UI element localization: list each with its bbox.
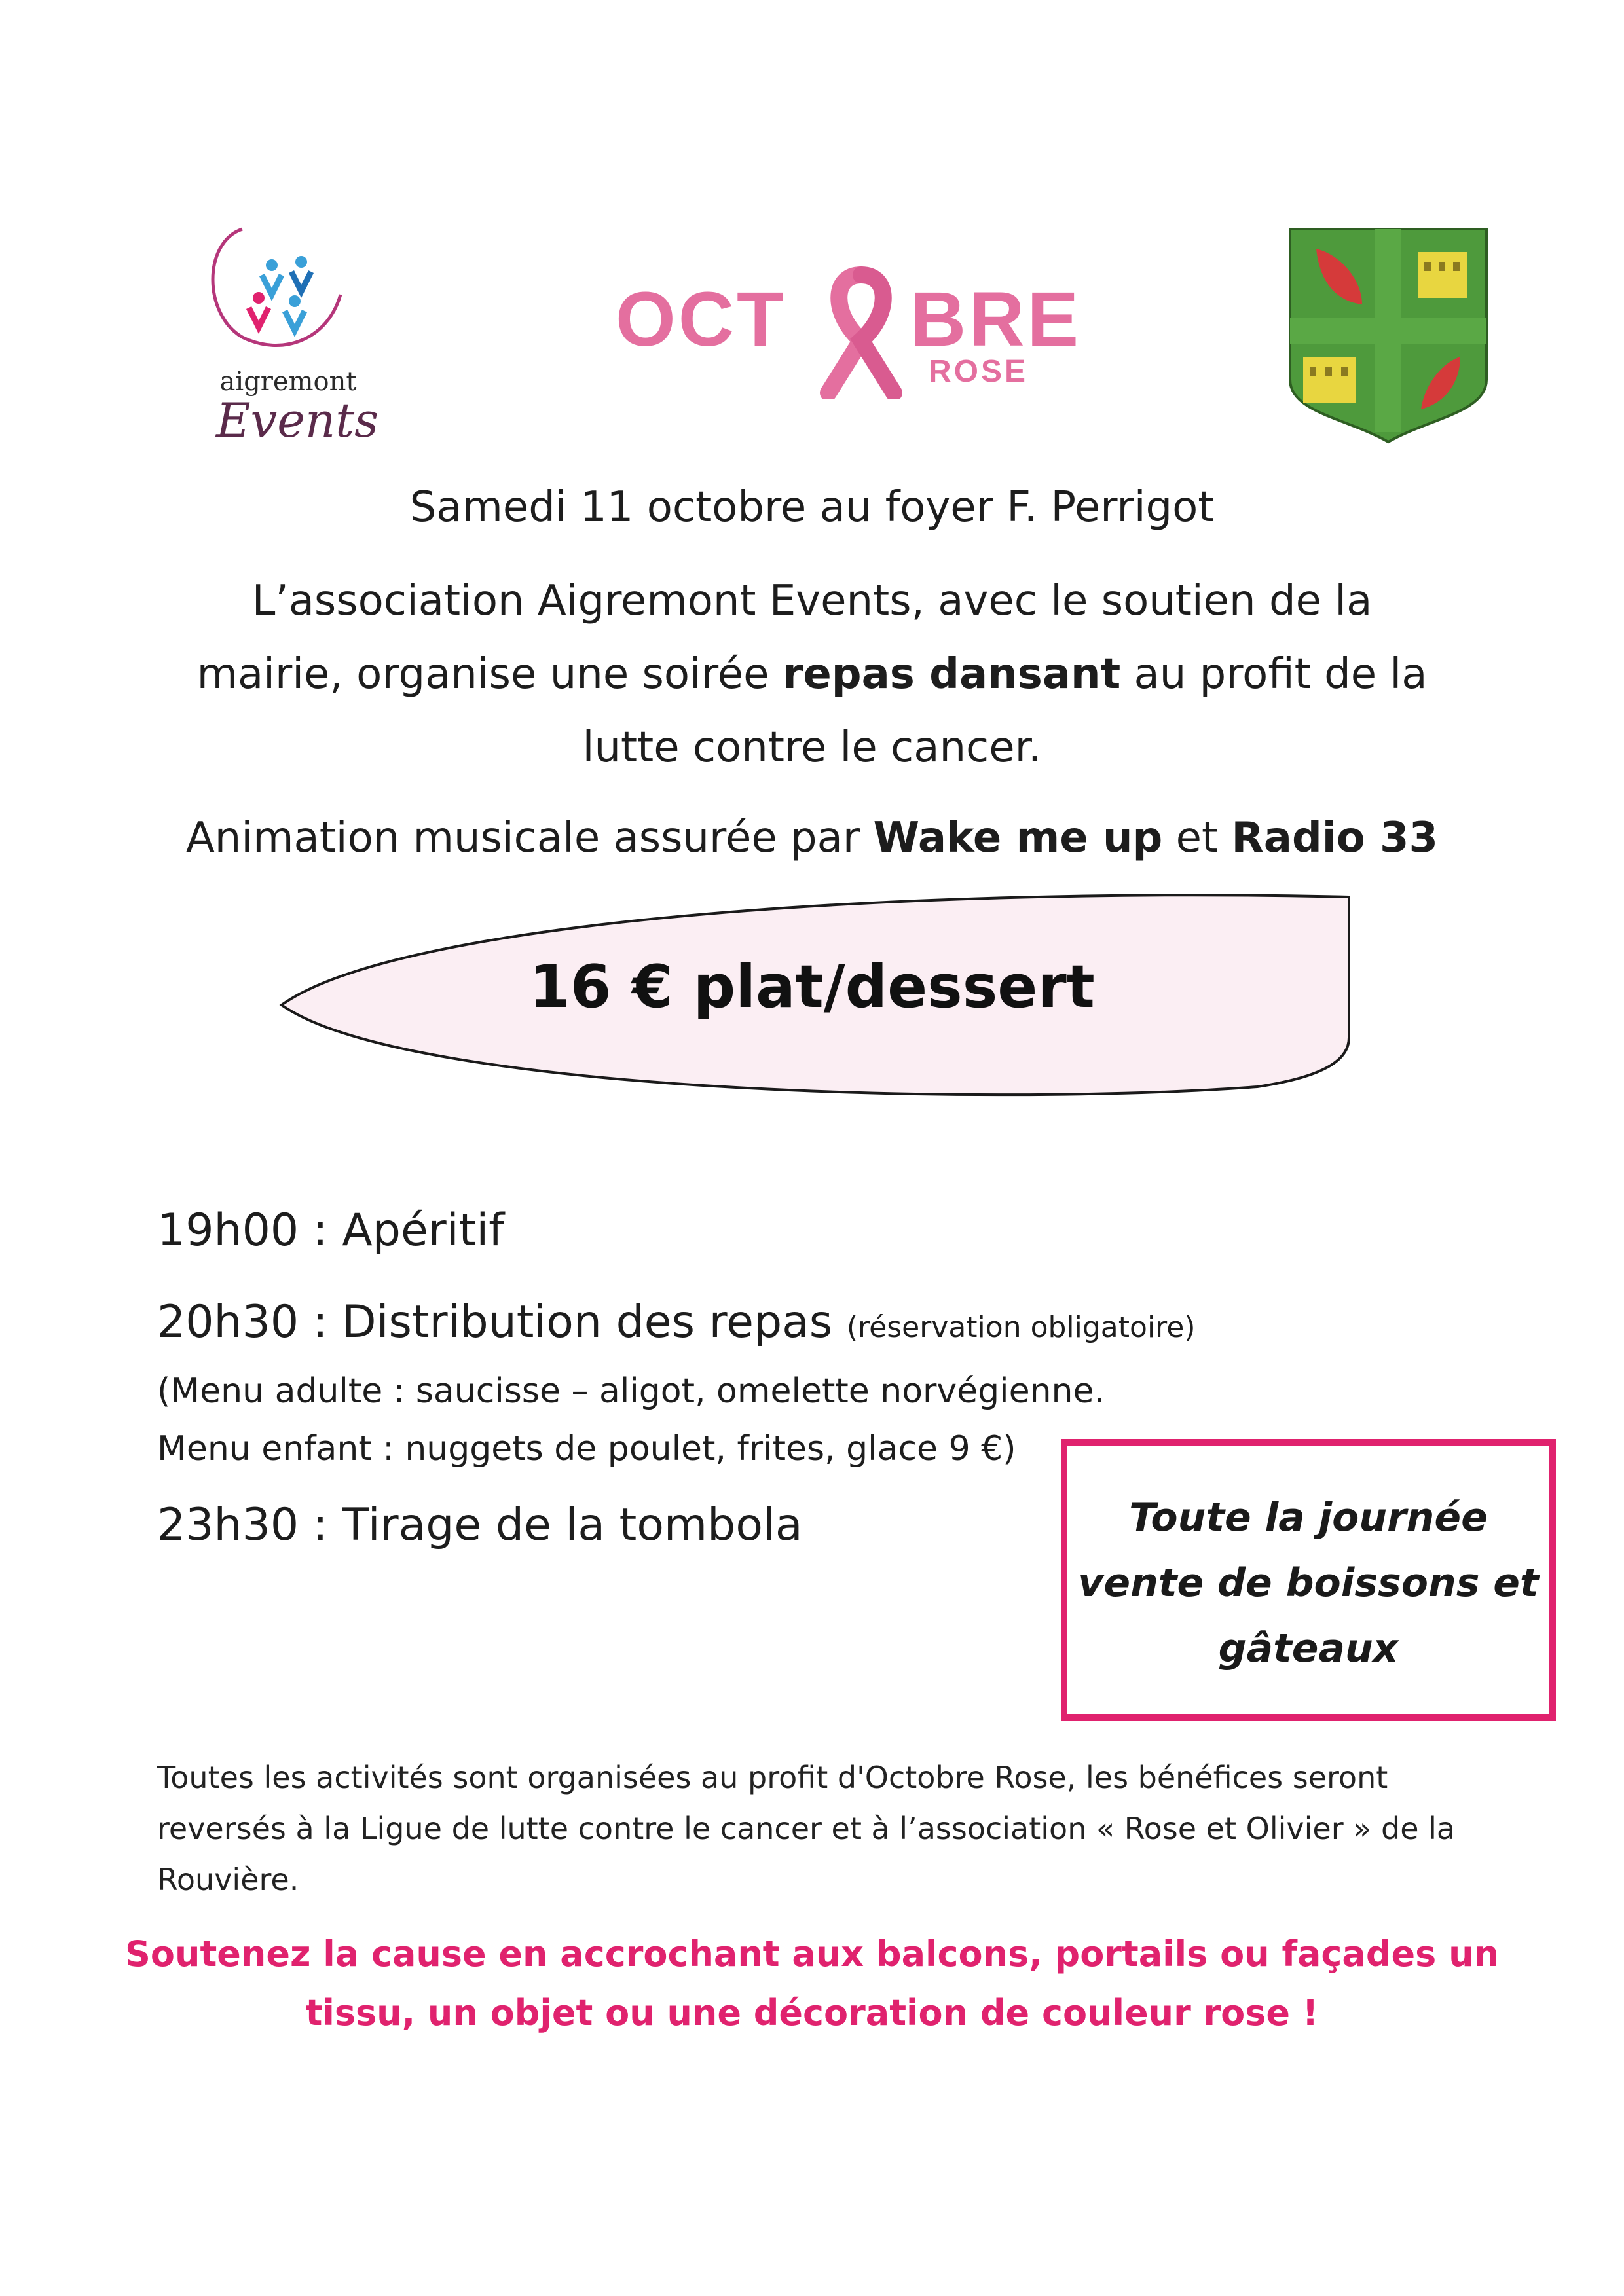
schedule-aperitif: 19h00 : Apéritif (157, 1205, 505, 1256)
events-script: Events (216, 393, 379, 448)
octobre-left: OCT (616, 276, 787, 363)
reservation-note: (réservation obligatoire) (846, 1311, 1196, 1344)
callout-line-2: tissu, un objet ou une décoration de couleur rose ! (305, 1992, 1319, 2033)
box-line-3: gâteaux (1218, 1626, 1399, 1671)
music-mid: et (1162, 814, 1232, 862)
pink-callout (0, 1925, 1624, 2043)
intro-line-2 (0, 648, 1624, 701)
date-place: Samedi 11 octobre au foyer F. Perrigot (409, 483, 1215, 532)
schedule-tombola: 23h30 : Tirage de la tombola (157, 1499, 803, 1551)
footer-line-3: Rouvière. (157, 1862, 299, 1897)
aigremont-wordmark: aigremont (219, 367, 357, 397)
menu-adulte: (Menu adulte : saucisse – aligot, omelette norvégienne. (157, 1372, 1105, 1411)
intro-line-2-pre: mairie, organise une soirée (196, 650, 783, 699)
intro-line-3: lutte contre le cancer. (582, 723, 1042, 772)
octobre-rose-logo (616, 255, 1100, 412)
footer-line-1: Toutes les activités sont organisées au profit d'Octobre Rose, les bénéfices seront (157, 1760, 1388, 1795)
music-line (0, 812, 1624, 864)
aigremont-events-logo (196, 216, 379, 471)
pink-ribbon-icon (812, 262, 910, 399)
intro-line-2-post: au profit de la (1120, 650, 1428, 699)
repas-dansant: repas dansant (782, 650, 1121, 699)
band-radio-33: Radio 33 (1231, 814, 1438, 862)
info-box (1061, 1439, 1556, 1721)
band-wake-me-up: Wake me up (873, 814, 1163, 862)
octobre-right: BRE (910, 276, 1082, 363)
octobre-rose-sub: ROSE (929, 354, 1029, 389)
callout-line-1: Soutenez la cause en accrochant aux balcons, portails ou façades un (125, 1933, 1499, 1975)
schedule-repas (157, 1296, 1196, 1348)
music-pre: Animation musicale assurée par (186, 814, 874, 862)
box-line-2: vente de boissons et (1078, 1560, 1539, 1606)
aigremont-people-icon (196, 216, 367, 367)
menu-enfant: Menu enfant : nuggets de poulet, frites, glace 9 €) (157, 1429, 1016, 1468)
footer-line-2: reversés à la Ligue de lutte contre le cancer et à l’association « Rose et Olivier » de la (157, 1811, 1456, 1846)
box-line-1: Toute la journée (1129, 1495, 1488, 1540)
schedule-repas-text: 20h30 : Distribution des repas (157, 1296, 833, 1348)
price-label: 16 € plat/dessert (529, 953, 1095, 1021)
intro-line-1: L’association Aigremont Events, avec le soutien de la (251, 577, 1373, 625)
footer-note (157, 1752, 1493, 1905)
coat-of-arms-icon (1283, 223, 1493, 445)
